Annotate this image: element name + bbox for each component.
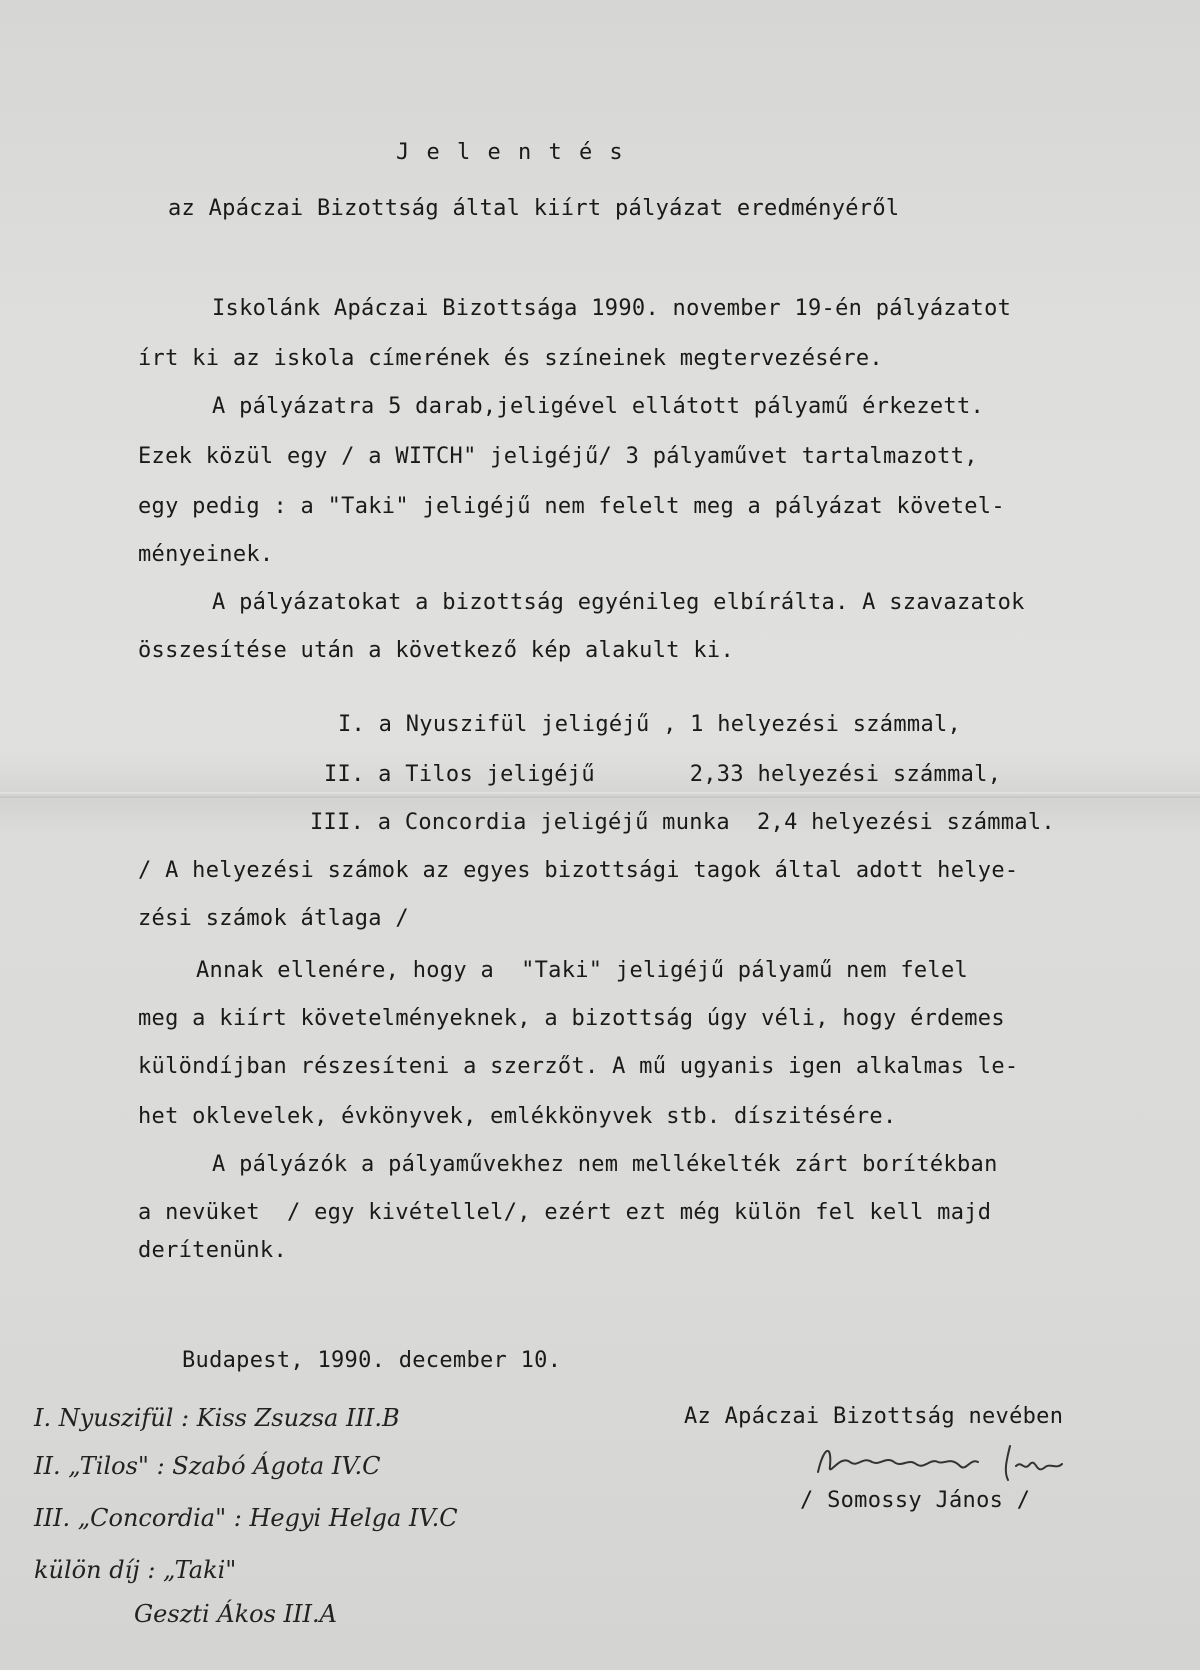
document-date: Budapest, 1990. december 10. xyxy=(182,1348,562,1373)
paragraph3-line2: összesítése után a következő kép alakult ki. xyxy=(138,638,734,663)
result-first: I. a Nyuszifül jeligéjű , 1 helyezési számmal, xyxy=(338,712,962,737)
result-third: III. a Concordia jeligéjű munka 2,4 helyezési számmal. xyxy=(310,810,1055,835)
handwritten-note-first: I. Nyuszifül : Kiss Zsuzsa III.B xyxy=(34,1404,400,1432)
paragraph3-line1: A pályázatokat a bizottság egyénileg elbírálta. A szavazatok xyxy=(212,590,1025,615)
paragraph2-line3: egy pedig : a "Taki" jeligéjű nem felelt meg a pályázat követel- xyxy=(138,494,1005,519)
paragraph4-line1: Annak ellenére, hogy a "Taki" jeligéjű pályamű nem felel xyxy=(196,958,969,983)
note-line2: zési számok átlaga / xyxy=(138,906,409,931)
handwritten-note-special-winner: Geszti Ákos III.A xyxy=(134,1600,337,1628)
paragraph5-line2: a nevüket / egy kivétellel/, ezért ezt még külön fel kell majd xyxy=(138,1200,992,1225)
paragraph4-line2: meg a kiírt követelményeknek, a bizottság úgy véli, hogy érdemes xyxy=(138,1006,1005,1031)
paragraph1-line1: Iskolánk Apáczai Bizottsága 1990. november 19-én pályázatot xyxy=(212,296,1012,321)
paragraph4-line4: het oklevelek, évkönyvek, emlékkönyvek stb. díszitésére. xyxy=(138,1104,897,1129)
paragraph5-line3: derítenünk. xyxy=(138,1238,287,1263)
document-subtitle: az Apáczai Bizottság által kiírt pályázat eredményéről xyxy=(168,196,900,221)
handwritten-note-second: II. „Tilos" : Szabó Ágota IV.C xyxy=(34,1452,381,1480)
paragraph2-line2: Ezek közül egy / a WITCH" jeligéjű/ 3 pályaművet tartalmazott, xyxy=(138,444,978,469)
handwritten-note-third: III. „Concordia" : Hegyi Helga IV.C xyxy=(34,1504,458,1532)
result-second: II. a Tilos jeligéjű 2,33 helyezési számmal, xyxy=(324,762,1002,787)
paragraph1-line2: írt ki az iskola címerének és színeinek megtervezésére. xyxy=(138,346,883,371)
paragraph4-line3: különdíjban részesíteni a szerzőt. A mű ugyanis igen alkalmas le- xyxy=(138,1054,1019,1079)
paragraph2-line4: ményeinek. xyxy=(138,542,274,567)
paragraph2-line1: A pályázatra 5 darab,jeligével ellátott pályamű érkezett. xyxy=(212,394,985,419)
handwritten-signature xyxy=(810,1432,1070,1492)
paragraph5-line1: A pályázók a pályaművekhez nem mellékelték zárt borítékban xyxy=(212,1152,998,1177)
document-title: J e l e n t é s xyxy=(396,140,625,165)
paper-fold xyxy=(0,792,1200,798)
signature-block-heading: Az Apáczai Bizottság nevében xyxy=(684,1404,1064,1429)
note-line1: / A helyezési számok az egyes bizottsági tagok által adott helye- xyxy=(138,858,1019,883)
signatory-name: / Somossy János / xyxy=(800,1488,1031,1513)
handwritten-note-special: külön díj : „Taki" xyxy=(34,1556,237,1584)
